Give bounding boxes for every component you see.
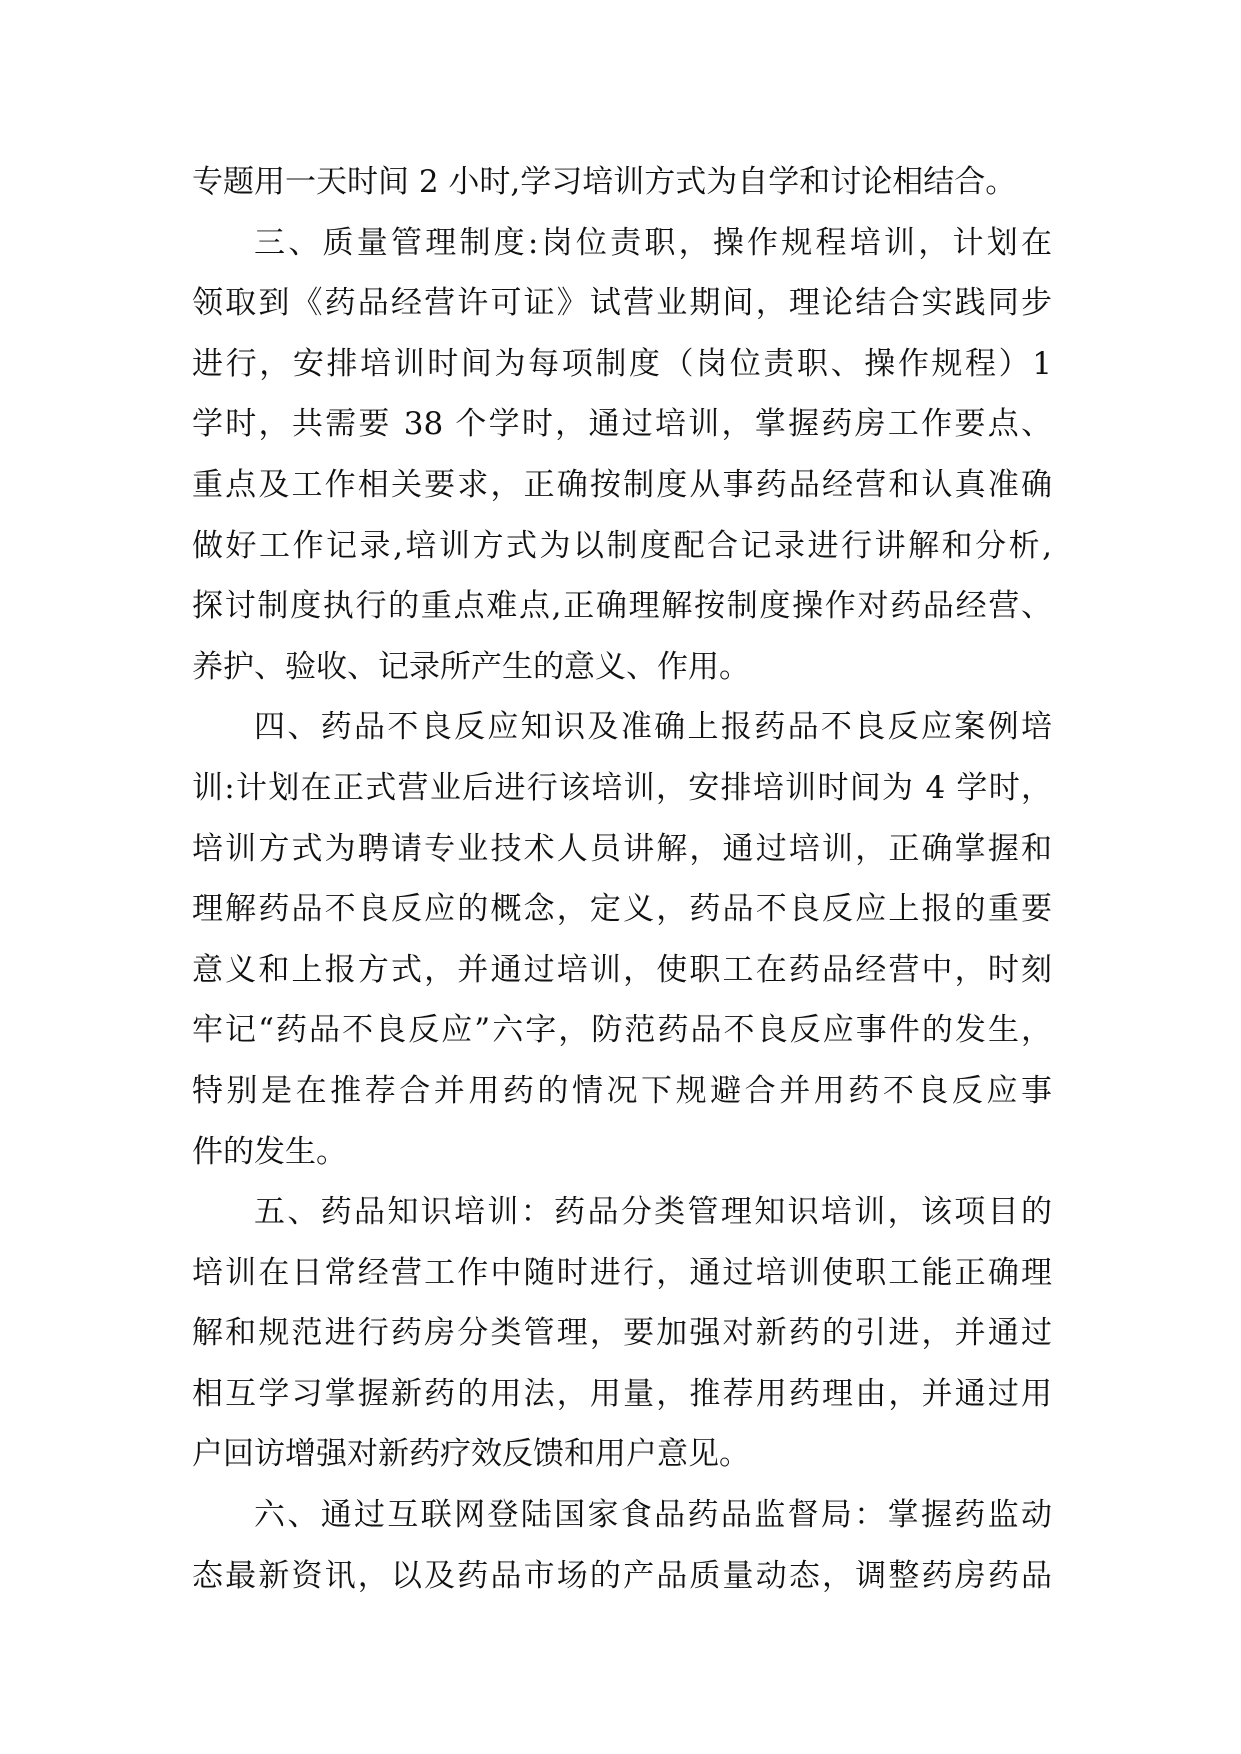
text-line: 牢记“药品不良反应”六字，防范药品不良反应事件的发生， — [192, 1012, 1052, 1049]
text-line: 四、药品不良反应知识及准确上报药品不良反应案例培 — [254, 709, 1052, 746]
text-line: 做好工作记录,培训方式为以制度配合记录进行讲解和分析, — [192, 527, 1052, 564]
text-line: 解和规范进行药房分类管理，要加强对新药的引进，并通过 — [192, 1315, 1052, 1352]
text-line: 特别是在推荐合并用药的情况下规避合并用药不良反应事 — [192, 1072, 1052, 1109]
text-line: 理解药品不良反应的概念，定义，药品不良反应上报的重要 — [192, 891, 1052, 928]
text-line: 态最新资讯，以及药品市场的产品质量动态，调整药房药品 — [192, 1557, 1052, 1594]
text-line: 专题用一天时间 2 小时,学习培训方式为自学和讨论相结合。 — [192, 164, 1017, 200]
text-line: 培训方式为聘请专业技术人员讲解，通过培训，正确掌握和 — [192, 830, 1052, 867]
text-line: 进行，安排培训时间为每项制度（岗位责职、操作规程）1 — [192, 345, 1052, 382]
text-line: 训:计划在正式营业后进行该培训，安排培训时间为 4 学时， — [192, 769, 1052, 806]
text-line: 相互学习掌握新药的用法，用量，推荐用药理由，并通过用 — [192, 1375, 1052, 1412]
text-line: 五、药品知识培训：药品分类管理知识培训，该项目的 — [254, 1194, 1052, 1231]
text-line: 探讨制度执行的重点难点,正确理解按制度操作对药品经营、 — [192, 588, 1052, 625]
text-line: 重点及工作相关要求，正确按制度从事药品经营和认真准确 — [192, 466, 1052, 503]
text-line: 领取到《药品经营许可证》试营业期间，理论结合实践同步 — [192, 285, 1052, 322]
text-line: 三、质量管理制度:岗位责职，操作规程培训，计划在 — [254, 224, 1052, 261]
document-body — [192, 152, 1052, 1606]
text-line: 学时，共需要 38 个学时，通过培训，掌握药房工作要点、 — [192, 406, 1052, 443]
text-line: 六、通过互联网登陆国家食品药品监督局：掌握药监动 — [254, 1497, 1052, 1534]
text-line: 培训在日常经营工作中随时进行，通过培训使职工能正确理 — [192, 1254, 1052, 1291]
text-line: 养护、验收、记录所产生的意义、作用。 — [192, 648, 750, 685]
text-line: 意义和上报方式，并通过培训，使职工在药品经营中，时刻 — [192, 951, 1052, 988]
text-line: 件的发生。 — [192, 1133, 347, 1170]
text-line: 户回访增强对新药疗效反馈和用户意见。 — [192, 1436, 750, 1473]
